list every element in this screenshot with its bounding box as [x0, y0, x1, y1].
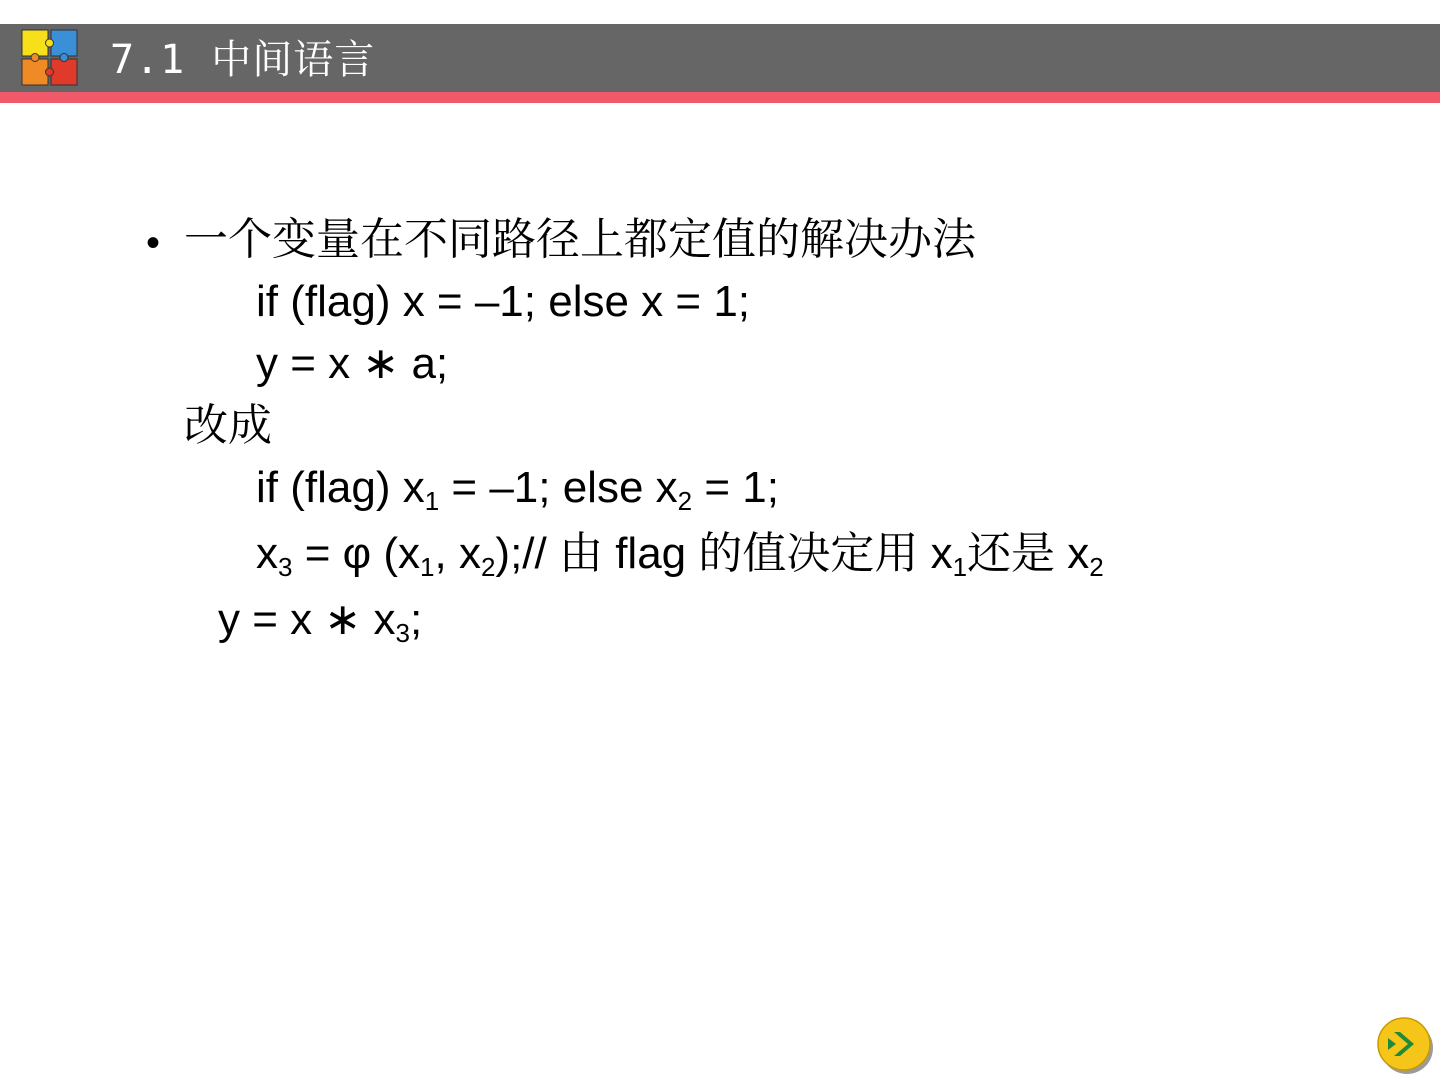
code-text: = –1; else x [439, 463, 678, 512]
code-text: 还是 x [967, 529, 1090, 578]
change-label: 改成 [184, 401, 272, 450]
code-text: );// 由 flag 的值决定用 x [495, 529, 953, 578]
subscript: 2 [1089, 552, 1104, 582]
next-arrow-icon[interactable] [1374, 1014, 1436, 1076]
code-line-2: y = x ∗ a; [256, 339, 449, 388]
section-title: 中间语言 [211, 37, 376, 83]
bullet-marker: • [146, 221, 161, 265]
code-text: if (flag) x [256, 463, 425, 512]
code-text: = 1; [692, 463, 779, 512]
code-text: ; [409, 595, 423, 644]
subscript: 2 [677, 486, 693, 516]
section-number: 7.1 [110, 37, 186, 83]
subscript: 1 [420, 552, 435, 582]
code-line-1: if (flag) x = –1; else x = 1; [256, 277, 751, 326]
code-line-3 [256, 460, 779, 516]
subscript: 2 [480, 552, 496, 582]
subscript: 3 [278, 552, 293, 582]
code-text: = φ (x [292, 529, 421, 578]
code-text: x [256, 529, 278, 578]
code-text: y = x ∗ x [218, 595, 396, 644]
bullet-heading: 一个变量在不同路径上都定值的解决办法 [184, 215, 976, 264]
code-line-5 [218, 592, 422, 648]
code-line-4 [256, 526, 1104, 582]
subscript: 3 [395, 618, 410, 648]
subscript: 1 [424, 486, 440, 516]
code-text: , x [434, 529, 481, 578]
subscript: 1 [952, 552, 968, 582]
